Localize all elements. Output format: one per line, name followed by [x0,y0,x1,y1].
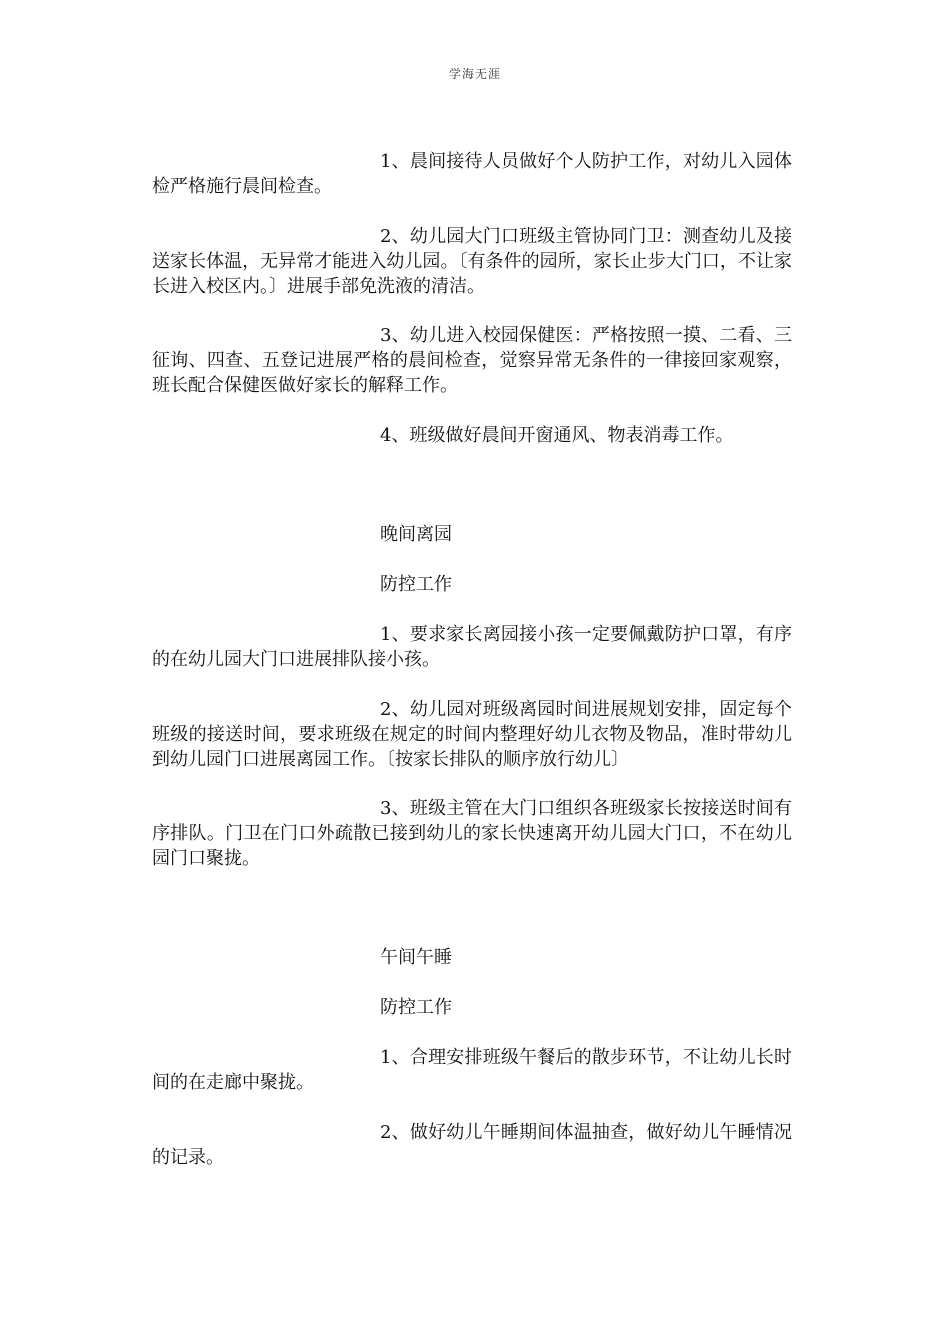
evening-item-1: 1、要求家长离园接小孩一定要佩戴防护口罩，有序的在幼儿园大门口进展排队接小孩。 [152,624,792,670]
noon-item-2: 2、做好幼儿午睡期间体温抽查，做好幼儿午睡情况的记录。 [152,1122,792,1168]
morning-item-4: 4、班级做好晨间开窗通风、物表消毒工作。 [380,425,734,446]
noon-section-subtitle: 防控工作 [380,997,452,1018]
evening-section-subtitle: 防控工作 [380,574,452,595]
evening-item-3: 3、班级主管在大门口组织各班级家长按接送时间有序排队。门卫在门口外疏散已接到幼儿的家长快速离开幼儿园大门口，不在幼儿园门口聚拢。 [152,798,792,869]
noon-section-title: 午间午睡 [380,947,452,968]
evening-item-2: 2、幼儿园对班级离园时间进展规划安排，固定每个班级的接送时间，要求班级在规定的时间内整理好幼儿衣物及物品，准时带幼儿到幼儿园门口进展离园工作。〔按家长排队的顺序放行幼儿〕 [152,699,792,770]
morning-item-3: 3、幼儿进入校园保健医：严格按照一摸、二看、三征询、四查、五登记进展严格的晨间检查，觉察异常无条件的一律接回家观察，班长配合保健医做好家长的解释工作。 [152,325,792,396]
noon-item-1: 1、合理安排班级午餐后的散步环节，不让幼儿长时间的在走廊中聚拢。 [152,1047,792,1093]
evening-section-title: 晚间离园 [380,524,452,545]
page-header: 学海无涯 [448,67,501,81]
morning-item-1: 1、晨间接待人员做好个人防护工作，对幼儿入园体检严格施行晨间检查。 [152,151,792,197]
morning-item-2: 2、幼儿园大门口班级主管协同门卫：测查幼儿及接送家长体温，无异常才能进入幼儿园。〔有条件的园所，家长止步大门口，不让家长进入校区内。〕进展手部免洗液的清洁。 [152,226,792,297]
